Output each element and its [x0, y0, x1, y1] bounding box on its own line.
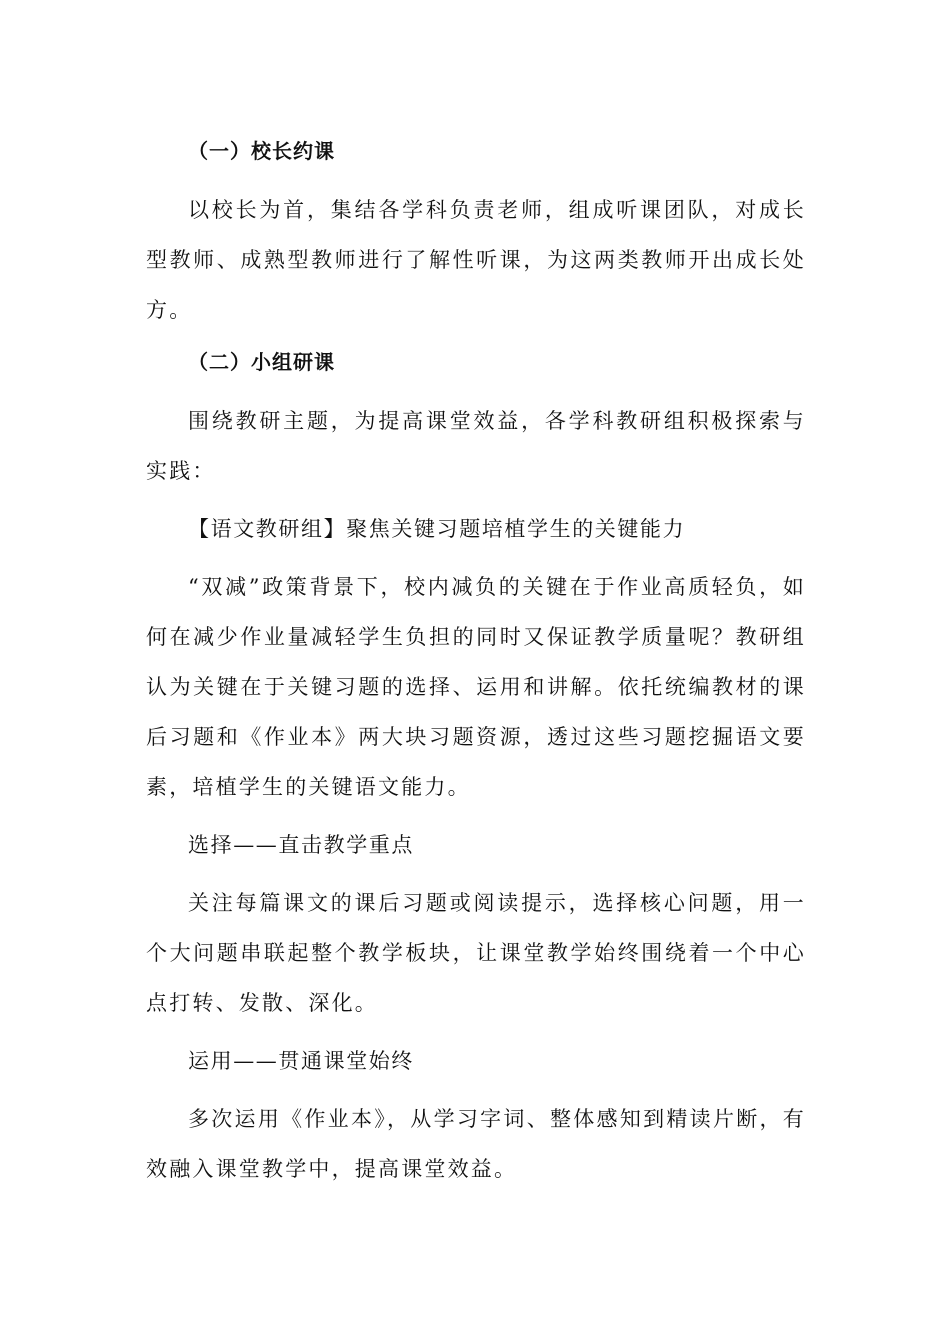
section-heading-group-research: （二）小组研课	[188, 350, 335, 374]
paragraph-selection: 关注每篇课文的课后习题或阅读提示，选择核心问题，用一个大问题串联起整个教学板块，让课堂教学始终围绕着一个中心点打转、发散、深化。	[146, 891, 806, 1015]
paragraph-principal-class: 以校长为首，集结各学科负责老师，组成听课团队，对成长型教师、成熟型教师进行了解性听课，为这两类教师开出成长处方。	[146, 198, 806, 322]
subsection-title-chinese-group: 【语文教研组】聚焦关键习题培植学生的关键能力	[188, 517, 686, 541]
item-label-selection: 选择——直击教学重点	[188, 833, 414, 857]
paragraph-group-research: 围绕教研主题，为提高课堂效益，各学科教研组积极探索与实践：	[146, 409, 806, 483]
paragraph-application: 多次运用《作业本》，从学习字词、整体感知到精读片断，有效融入课堂教学中，提高课堂效益。	[146, 1107, 806, 1181]
item-label-application: 运用——贯通课堂始终	[188, 1049, 414, 1073]
paragraph-double-reduction: “双减”政策背景下，校内减负的关键在于作业高质轻负，如何在减少作业量减轻学生负担的同时又保证教学质量呢？教研组认为关键在于关键习题的选择、运用和讲解。依托统编教材的课后习题和《作业本》两大块习题资源，透过这些习题挖掘语文要素，培植学生的关键语文能力。	[146, 575, 806, 799]
section-heading-principal-class: （一）校长约课	[188, 139, 335, 163]
document-body	[146, 132, 806, 1202]
